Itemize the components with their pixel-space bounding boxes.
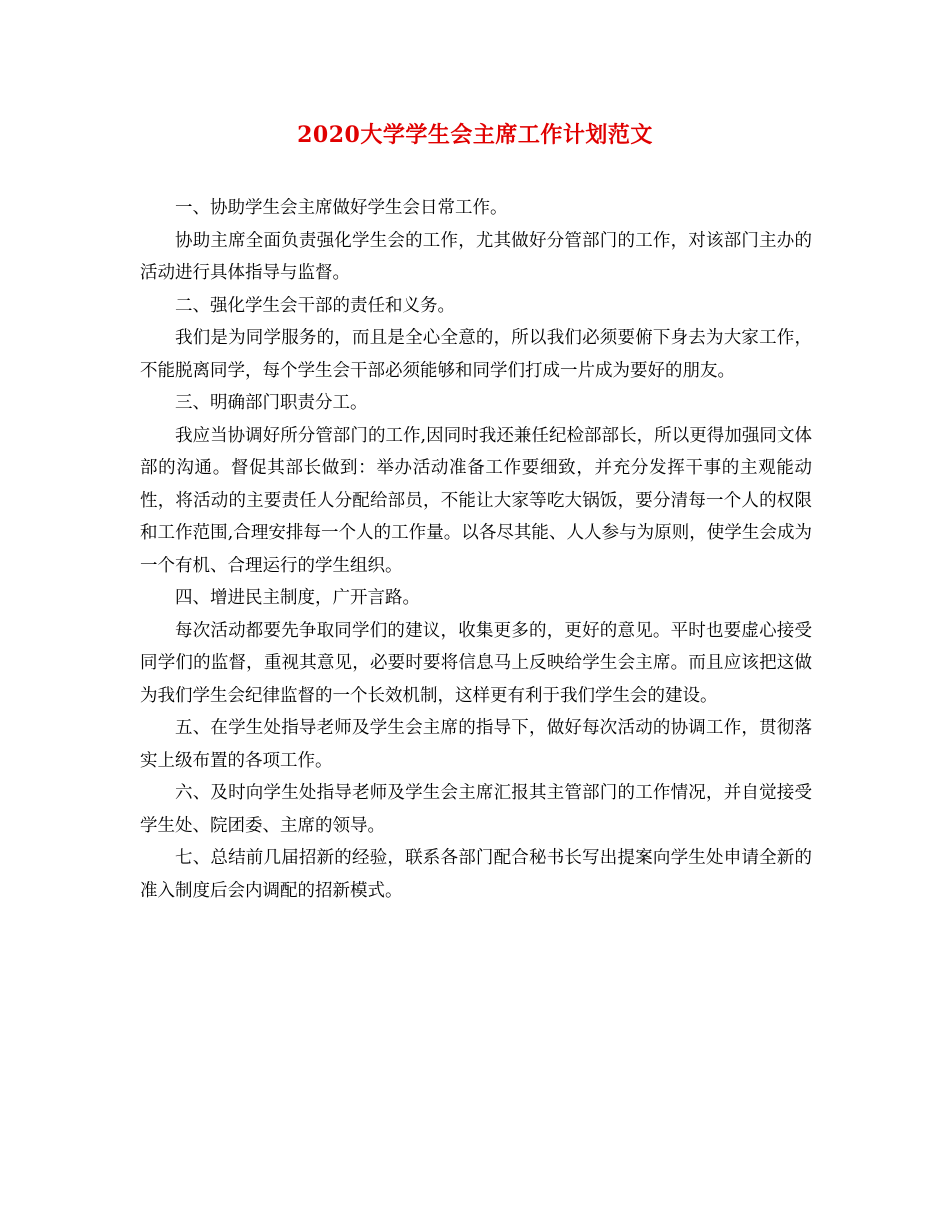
paragraph-3: 二、强化学生会干部的责任和义务。 <box>175 295 455 316</box>
paragraph-10: 六、及时向学生处指导老师及学生会主席汇报其主管部门的工作情况，并自觉接受学生处、院团委、主席的领导。 <box>140 783 812 836</box>
paragraph-8: 每次活动都要先争取同学们的建议，收集更多的，更好的意见。平时也要虚心接受同学们的监督，重视其意见，必要时要将信息马上反映给学生会主席。而且应该把这做为我们学生会纪律监督的一个长效机制，这样更有利于我们学生会的建设。 <box>140 620 812 706</box>
paragraph-1: 一、协助学生会主席做好学生会日常工作。 <box>175 198 508 218</box>
paragraph-5: 三、明确部门职责分工。 <box>175 393 368 413</box>
paragraph-11: 七、总结前几届招新的经验，联系各部门配合秘书长写出提案向学生处申请全新的准入制度后会内调配的招新模式。 <box>140 848 812 901</box>
paragraph-6: 我应当协调好所分管部门的工作,因同时我还兼任纪检部部长，所以更得加强同文体部的沟通。督促其部长做到：举办活动准备工作要细致，并充分发挥干事的主观能动性，将活动的主要责任人分配给部员，不能让大家等吃大锅饭，要分清每一个人的权限和工作范围,合理安排每一个人的工作量。以各尽其能、人人参与为原则，使学生会成为一个有机、合理运行的学生组织。 <box>140 425 812 576</box>
paragraph-4: 我们是为同学服务的，而且是全心全意的，所以我们必须要俯下身去为大家工作，不能脱离同学，每个学生会干部必须能够和同学们打成一片成为要好的朋友。 <box>140 328 812 381</box>
paragraph-2: 协助主席全面负责强化学生会的工作，尤其做好分管部门的工作，对该部门主办的活动进行具体指导与监督。 <box>140 230 812 283</box>
paragraph-7: 四、增进民主制度，广开言路。 <box>175 588 420 608</box>
paragraph-9: 五、在学生处指导老师及学生会主席的指导下，做好每次活动的协调工作，贯彻落实上级布置的各项工作。 <box>140 718 812 771</box>
document-body <box>140 192 812 907</box>
document-title: 2020大学学生会主席工作计划范文 <box>297 122 653 148</box>
